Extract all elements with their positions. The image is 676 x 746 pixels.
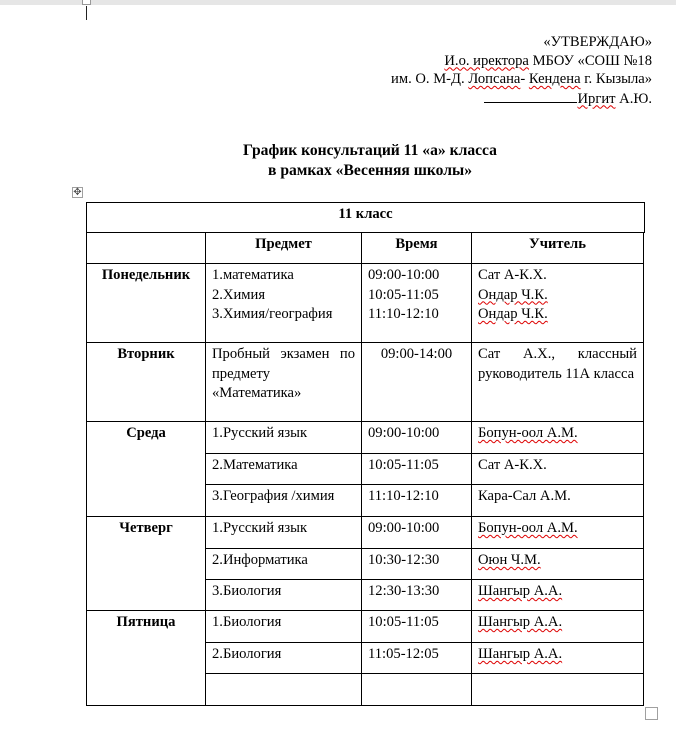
thursday-teacher-2-name: Оюн Ч.М. xyxy=(478,552,541,568)
indent-marker[interactable] xyxy=(82,0,91,5)
wednesday-teacher-2: Сат А-К.Х. xyxy=(471,453,644,485)
approval-school-rest: г. Кызыла» xyxy=(580,71,652,87)
day-thursday: Четверг xyxy=(86,516,206,611)
wednesday-teacher-1-name: Бопун-оол А.М. xyxy=(478,425,578,441)
tuesday-time: 09:00-14:00 xyxy=(361,342,472,422)
wednesday-teacher-1 xyxy=(471,421,644,454)
approval-signature xyxy=(391,89,652,109)
wednesday-time-1: 09:00-10:00 xyxy=(361,421,472,454)
wednesday-subject-3: 3.География /химия xyxy=(205,484,362,517)
monday-times xyxy=(361,263,472,343)
monday-teacher-3 xyxy=(478,305,637,325)
approval-position-rest: МБОУ «СОШ №18 xyxy=(528,52,652,69)
monday-subject-3: 3.Химия/география xyxy=(212,306,333,322)
wednesday-time-2: 10:05-11:05 xyxy=(361,453,472,485)
monday-teacher-2 xyxy=(478,286,637,306)
friday-subject-2: 2.Биология xyxy=(205,642,362,674)
day-friday: Пятница xyxy=(86,610,206,706)
signature-line xyxy=(484,89,577,103)
friday-subject-3 xyxy=(205,673,362,706)
monday-subject-2: 2.Химия xyxy=(212,286,266,303)
approval-school-prefix: им. О. М-Д. xyxy=(391,71,469,87)
thursday-subject-3: 3.Биология xyxy=(205,579,362,611)
monday-teacher-1: Сат А-К.Х. xyxy=(478,267,547,283)
monday-teacher-2-name: Ондар Ч.К. xyxy=(478,286,548,303)
thursday-time-1: 09:00-10:00 xyxy=(361,516,472,549)
ruler-strip xyxy=(0,0,676,5)
header-teacher: Учитель xyxy=(471,232,644,264)
wednesday-subject-2: 2.Математика xyxy=(205,453,362,485)
friday-subject-1: 1.Биология xyxy=(205,610,362,643)
table-caption: 11 класс xyxy=(86,202,645,233)
monday-teacher-3-name: Ондар Ч.К. xyxy=(478,306,548,322)
monday-subject-1: 1.математика xyxy=(212,267,294,283)
header-time: Время xyxy=(361,232,472,264)
tuesday-teacher: Сат А.Х., классный руководитель 11А класса xyxy=(471,342,644,422)
table-resize-handle[interactable] xyxy=(645,707,658,720)
signer-initials: А.Ю. xyxy=(615,90,652,107)
table-move-handle-icon[interactable]: ✥ xyxy=(73,187,82,198)
approval-school xyxy=(391,70,652,89)
friday-time-2: 11:05-12:05 xyxy=(361,642,472,674)
friday-time-1: 10:05-11:05 xyxy=(361,610,472,643)
thursday-teacher-2 xyxy=(471,548,644,580)
header-subject: Предмет xyxy=(205,232,362,264)
approval-block xyxy=(391,33,652,108)
title-line-1: График консультаций 11 «а» класса xyxy=(243,142,497,159)
approval-school-name1: Лопсана xyxy=(468,71,521,87)
wednesday-time-3: 11:10-12:10 xyxy=(361,484,472,517)
monday-time-1: 09:00-10:00 xyxy=(368,267,440,283)
friday-teacher-1 xyxy=(471,610,644,643)
monday-subjects xyxy=(205,263,362,343)
approval-school-name2: Кендена xyxy=(528,71,581,87)
header-day xyxy=(86,232,206,264)
document-title xyxy=(0,141,676,181)
friday-teacher-1-name: Шангыр А.А. xyxy=(478,614,563,630)
signer-surname: Иргит xyxy=(577,90,616,107)
monday-teachers xyxy=(471,263,644,343)
friday-teacher-3 xyxy=(471,673,644,706)
day-wednesday: Среда xyxy=(86,421,206,517)
monday-time-3: 11:10-12:10 xyxy=(368,306,439,322)
approval-position-prefix: И.о. иректора xyxy=(444,52,529,69)
approval-position xyxy=(391,52,652,71)
wednesday-teacher-3: Кара-Сал А.М. xyxy=(471,484,644,517)
friday-teacher-2 xyxy=(471,642,644,674)
thursday-teacher-1 xyxy=(471,516,644,549)
thursday-time-2: 10:30-12:30 xyxy=(361,548,472,580)
thursday-teacher-3 xyxy=(471,579,644,611)
thursday-subject-1: 1.Русский язык xyxy=(205,516,362,549)
thursday-time-3: 12:30-13:30 xyxy=(361,579,472,611)
friday-teacher-2-name: Шангыр А.А. xyxy=(478,646,563,662)
title-line-2: в рамках «Весенняя школы» xyxy=(268,162,472,179)
day-monday: Понедельник xyxy=(86,263,206,343)
tuesday-subject: Пробный экзамен по предмету «Математика» xyxy=(205,342,362,422)
wednesday-subject-1: 1.Русский язык xyxy=(205,421,362,454)
monday-time-2: 10:05-11:05 xyxy=(368,286,439,303)
thursday-teacher-3-name: Шангыр А.А. xyxy=(478,583,563,599)
approval-school-mid: - xyxy=(520,71,529,87)
friday-time-3 xyxy=(361,673,472,706)
day-tuesday: Вторник xyxy=(86,342,206,422)
approval-heading: «УТВЕРЖДАЮ» xyxy=(543,34,652,50)
thursday-subject-2: 2.Информатика xyxy=(205,548,362,580)
text-cursor xyxy=(86,6,87,20)
thursday-teacher-1-name: Бопун-оол А.М. xyxy=(478,520,578,536)
